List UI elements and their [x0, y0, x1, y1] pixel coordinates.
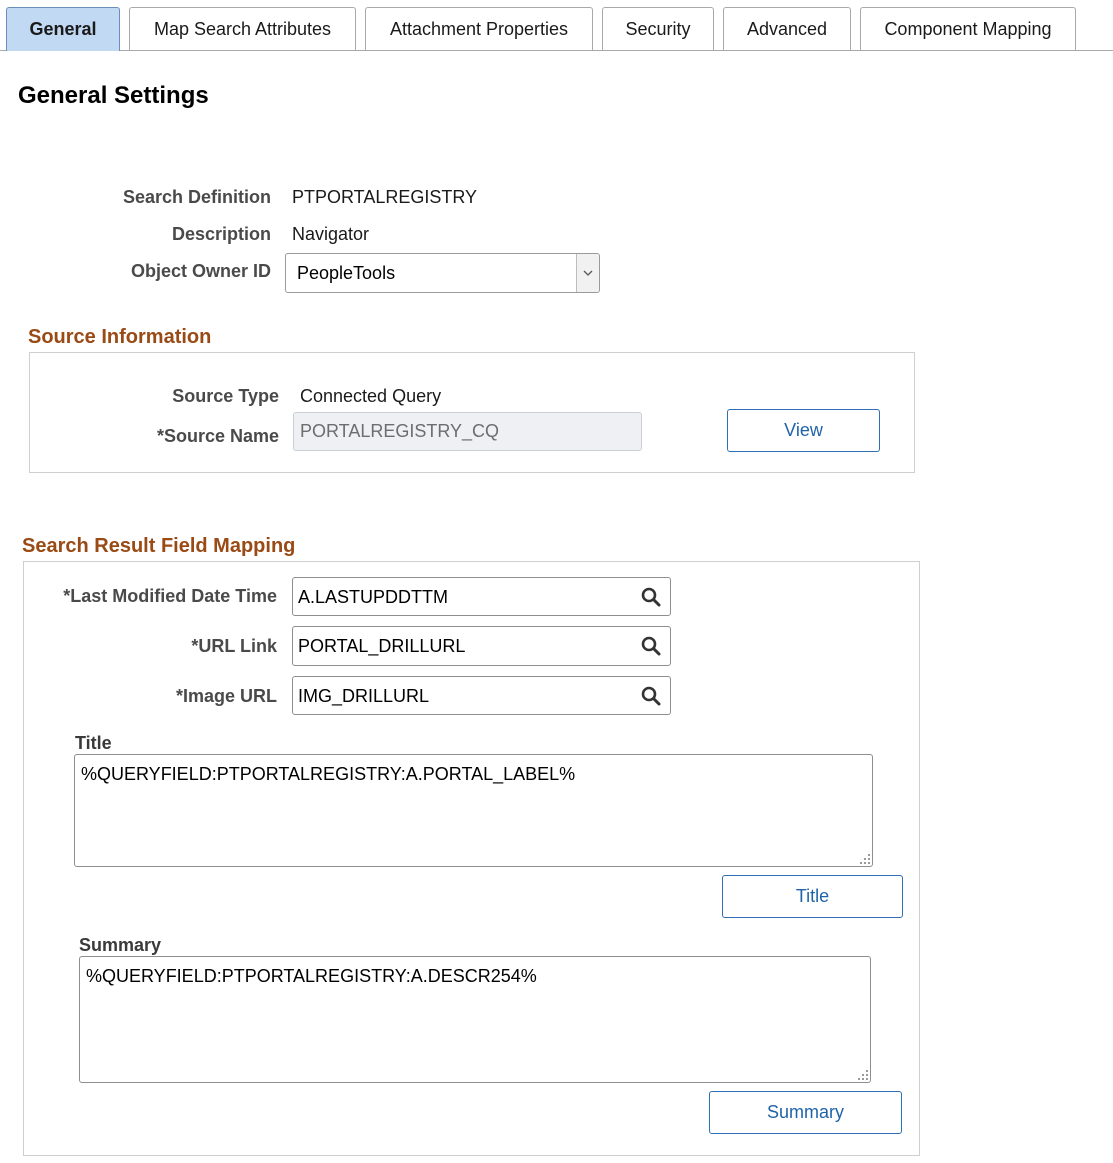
object-owner-select[interactable] [285, 253, 600, 293]
image-url-input[interactable] [292, 676, 671, 715]
last-modified-value: A.LASTUPDDTTM [298, 587, 449, 607]
resize-grip-icon[interactable] [860, 854, 870, 864]
url-link-label: *URL Link [191, 636, 277, 656]
last-modified-input[interactable] [292, 577, 671, 616]
summary-textarea-value: %QUERYFIELD:PTPORTALREGISTRY:A.DESCR254% [86, 966, 537, 986]
chevron-down-icon[interactable] [576, 254, 599, 292]
description-label: Description [171, 224, 271, 244]
summary-field-label: Summary [79, 935, 162, 955]
description-value: Navigator [292, 224, 370, 244]
title-field-label: Title [75, 733, 112, 753]
tab-attachment-properties[interactable]: Attachment Properties [365, 7, 593, 50]
summary-button[interactable]: Summary [709, 1091, 902, 1134]
source-name-value: PORTALREGISTRY_CQ [300, 421, 500, 441]
summary-textarea[interactable] [79, 956, 871, 1083]
tab-bar-divider [0, 50, 1113, 51]
source-name-field [293, 412, 642, 451]
url-link-value: PORTAL_DRILLURL [298, 636, 466, 656]
source-name-label: *Source Name [156, 426, 279, 446]
search-icon[interactable] [640, 685, 662, 707]
tab-advanced[interactable]: Advanced [723, 7, 851, 50]
source-information-title: Source Information [28, 326, 212, 348]
object-owner-label: Object Owner ID [130, 261, 271, 281]
page-title: General Settings [18, 82, 209, 109]
image-url-value: IMG_DRILLURL [298, 686, 430, 706]
search-definition-value: PTPORTALREGISTRY [292, 187, 478, 207]
tab-component-mapping[interactable]: Component Mapping [860, 7, 1076, 50]
tab-general[interactable]: General [6, 7, 120, 51]
title-button[interactable]: Title [722, 875, 903, 918]
last-modified-label: *Last Modified Date Time [63, 586, 277, 606]
source-type-value: Connected Query [300, 386, 442, 406]
object-owner-value: PeopleTools [297, 263, 396, 283]
search-icon[interactable] [640, 635, 662, 657]
resize-grip-icon[interactable] [858, 1070, 868, 1080]
image-url-label: *Image URL [175, 686, 277, 706]
search-definition-label: Search Definition [122, 187, 271, 207]
tab-map-search-attributes[interactable]: Map Search Attributes [129, 7, 356, 50]
search-icon[interactable] [640, 586, 662, 608]
view-button[interactable]: View [727, 409, 880, 452]
field-mapping-title: Search Result Field Mapping [22, 535, 296, 557]
tab-security[interactable]: Security [602, 7, 714, 50]
url-link-input[interactable] [292, 626, 671, 666]
source-type-label: Source Type [172, 386, 279, 406]
title-textarea-value: %QUERYFIELD:PTPORTALREGISTRY:A.PORTAL_LABEL% [81, 764, 576, 784]
title-textarea[interactable] [74, 754, 873, 867]
